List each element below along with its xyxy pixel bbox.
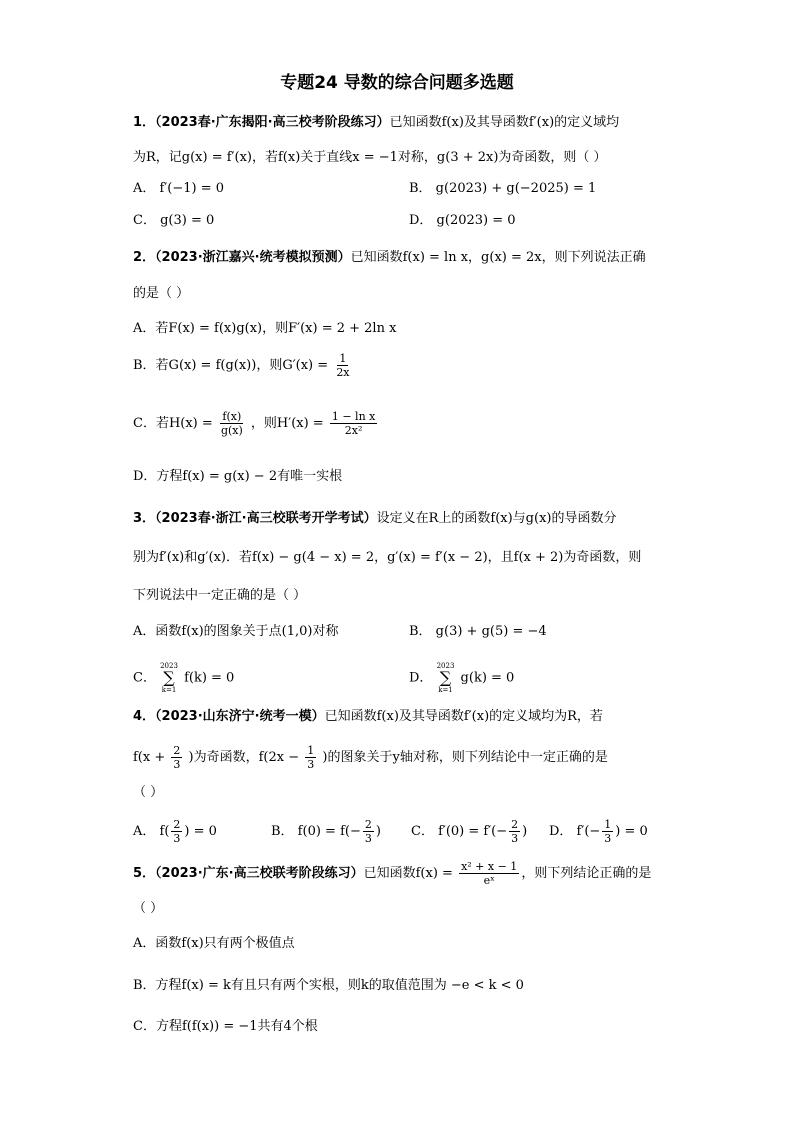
question-5-number: 5． xyxy=(133,866,156,881)
question-5-stem-fraction xyxy=(459,860,519,887)
option-c-pre: C． f′(0) = f′(− xyxy=(411,824,508,839)
fraction-numerator: 1 xyxy=(307,744,315,757)
fraction-numerator: 1 xyxy=(604,818,612,831)
question-4-stem-3: （ ） xyxy=(133,785,164,800)
question-4-stem-c: )的图象关于y轴对称，则下列结论中一定正确的是 xyxy=(322,750,608,765)
question-2-option-c xyxy=(133,410,379,437)
fraction-numerator: 2 xyxy=(173,818,181,831)
question-4-number: 4． xyxy=(133,709,156,724)
option-d-pre: D． f′(− xyxy=(549,824,601,839)
option-b-fraction xyxy=(363,818,374,845)
question-2-option-c-mid: ，则H′(x) = xyxy=(250,416,324,431)
summation-lower: k=1 xyxy=(438,686,453,694)
fraction-denominator: 2x² xyxy=(344,424,363,437)
fraction-numerator: 2 xyxy=(511,818,519,831)
question-2-option-d: D．方程f(x) = g(x) − 2有唯一实根 xyxy=(133,469,343,484)
summation-upper: 2023 xyxy=(160,662,178,670)
fraction-numerator: 2 xyxy=(173,744,181,757)
question-5-option-c: C．方程f(f(x)) = −1共有4个根 xyxy=(133,1019,318,1034)
fraction-denominator: 3 xyxy=(364,832,372,845)
option-c-post: ) xyxy=(522,824,528,839)
question-3-option-c-text: f(k) = 0 xyxy=(184,670,235,686)
question-5-stem-2: （ ） xyxy=(133,901,164,916)
question-2-option-b-text: B．若G(x) = f(g(x))，则G′(x) = xyxy=(133,358,329,373)
question-1-option-a: A． f′(−1) = 0 xyxy=(133,181,225,196)
question-4-option-c xyxy=(411,818,527,845)
question-1-line-1 xyxy=(133,112,619,134)
option-a-fraction xyxy=(171,818,182,845)
option-d-fraction xyxy=(602,818,613,845)
question-1-option-d: D． g(2023) = 0 xyxy=(409,213,516,228)
question-5-option-b: B．方程f(x) = k有且只有两个实根，则k的取值范围为 −e < k < 0 xyxy=(133,978,524,993)
fraction-denominator: 3 xyxy=(511,832,519,845)
question-4-line-2 xyxy=(133,744,608,771)
question-2-option-c-text: C．若H(x) = xyxy=(133,416,213,431)
question-2-number: 2． xyxy=(133,250,156,265)
option-c-fraction xyxy=(509,818,520,845)
question-1-stem-2: 为R，记g(x) = f′(x)，若f(x)关于直线x = −1对称，g(3 + 2x)为奇函数，则（ ） xyxy=(133,150,607,165)
fraction-numerator: 1 xyxy=(339,352,347,365)
question-5-stem-pre: 已知函数f(x) = xyxy=(363,866,453,881)
fraction-numerator: f(x) xyxy=(222,410,242,423)
question-2-option-a: A．若F(x) = f(x)g(x)，则F′(x) = 2 + 2ln x xyxy=(133,321,397,336)
question-1-option-b: B． g(2023) + g(−2025) = 1 xyxy=(409,181,597,196)
summation-icon: 2023 ∑ k=1 xyxy=(436,662,455,694)
question-3-option-c-label: C． xyxy=(133,670,156,686)
fraction-denominator: 3 xyxy=(173,832,181,845)
question-5-source: （2023·广东·高三校联考阶段练习） xyxy=(155,866,364,881)
question-2-line-1 xyxy=(133,247,646,269)
question-3-source: （2023春·浙江·高三校联考开学考试） xyxy=(155,511,377,526)
question-1-number: 1． xyxy=(133,115,156,130)
question-5-option-a: A．函数f(x)只有两个极值点 xyxy=(133,936,295,951)
question-3-option-c xyxy=(133,662,234,694)
question-3-option-d-text: g(k) = 0 xyxy=(460,670,515,686)
option-d-post: ) = 0 xyxy=(615,824,648,839)
question-2-option-c-fraction-1 xyxy=(219,410,245,437)
question-4-stem-b: )为奇函数，f(2x − xyxy=(188,750,300,765)
question-3-number: 3． xyxy=(133,511,156,526)
question-1-option-c: C． g(3) = 0 xyxy=(133,213,215,228)
question-3-line-1 xyxy=(133,508,616,530)
fraction-numerator: x² + x − 1 xyxy=(461,860,518,873)
fraction-numerator: 1 − ln x xyxy=(331,410,376,423)
question-3-stem-2: 别为f′(x)和g′(x)．若f(x) − g(4 − x) = 2，g′(x) = f′(x − 2)，且f(x + 2)为奇函数，则 xyxy=(133,550,642,565)
question-3-option-a: A．函数f(x)的图象关于点(1,0)对称 xyxy=(133,624,339,639)
question-5-line-1 xyxy=(133,860,651,887)
fraction-denominator: g(x) xyxy=(220,424,243,437)
question-2-source: （2023·浙江嘉兴·统考模拟预测） xyxy=(155,250,351,265)
option-b-pre: B． f(0) = f(− xyxy=(271,824,361,839)
question-5-stem-post: ，则下列结论正确的是 xyxy=(521,866,652,881)
option-b-post: ) xyxy=(375,824,381,839)
question-2-stem-1: 已知函数f(x) = ln x，g(x) = 2x，则下列说法正确 xyxy=(350,250,646,265)
question-4-line-1 xyxy=(133,706,603,728)
summation-lower: k=1 xyxy=(161,686,177,694)
summation-upper: 2023 xyxy=(436,662,455,670)
question-3-option-b: B． g(3) + g(5) = −4 xyxy=(409,624,547,639)
fraction-denominator: 3 xyxy=(173,758,181,771)
question-3-stem-1: 设定义在R上的函数f(x)与g(x)的导函数分 xyxy=(376,511,617,526)
question-2-option-b xyxy=(133,352,354,379)
question-3-stem-3: 下列说法中一定正确的是（ ） xyxy=(133,588,307,603)
question-4-stem-fraction-1 xyxy=(171,744,182,771)
question-1-source: （2023春·广东揭阳·高三校考阶段练习） xyxy=(155,115,390,130)
question-4-option-b xyxy=(271,818,381,845)
question-1-stem-1: 已知函数f(x)及其导函数f′(x)的定义域均 xyxy=(389,115,620,130)
option-a-post: ) = 0 xyxy=(184,824,217,839)
summation-icon: 2023 ∑ k=1 xyxy=(160,662,178,694)
question-4-stem-1: 已知函数f(x)及其导函数f′(x)的定义域均为R，若 xyxy=(324,709,603,724)
question-4-source: （2023·山东济宁·统考一模） xyxy=(155,709,325,724)
question-4-stem-a: f(x + xyxy=(133,750,166,765)
fraction-denominator: 2x xyxy=(336,366,350,379)
question-4-option-a xyxy=(133,818,217,845)
question-2-stem-2: 的是（ ） xyxy=(133,286,190,301)
question-4-stem-fraction-2 xyxy=(305,744,316,771)
fraction-denominator: 3 xyxy=(307,758,315,771)
question-3-option-d-label: D． xyxy=(409,670,433,686)
fraction-denominator: 3 xyxy=(604,832,612,845)
option-a-pre: A． f( xyxy=(133,824,170,839)
fraction-numerator: 2 xyxy=(364,818,372,831)
page-title: 专题24 导数的综合问题多选题 xyxy=(280,73,514,93)
fraction-denominator: eˣ xyxy=(483,874,495,887)
question-4-option-d xyxy=(549,818,648,845)
question-2-option-b-fraction xyxy=(334,352,351,379)
question-3-option-d xyxy=(409,662,514,694)
question-2-option-c-fraction-2 xyxy=(330,410,378,437)
